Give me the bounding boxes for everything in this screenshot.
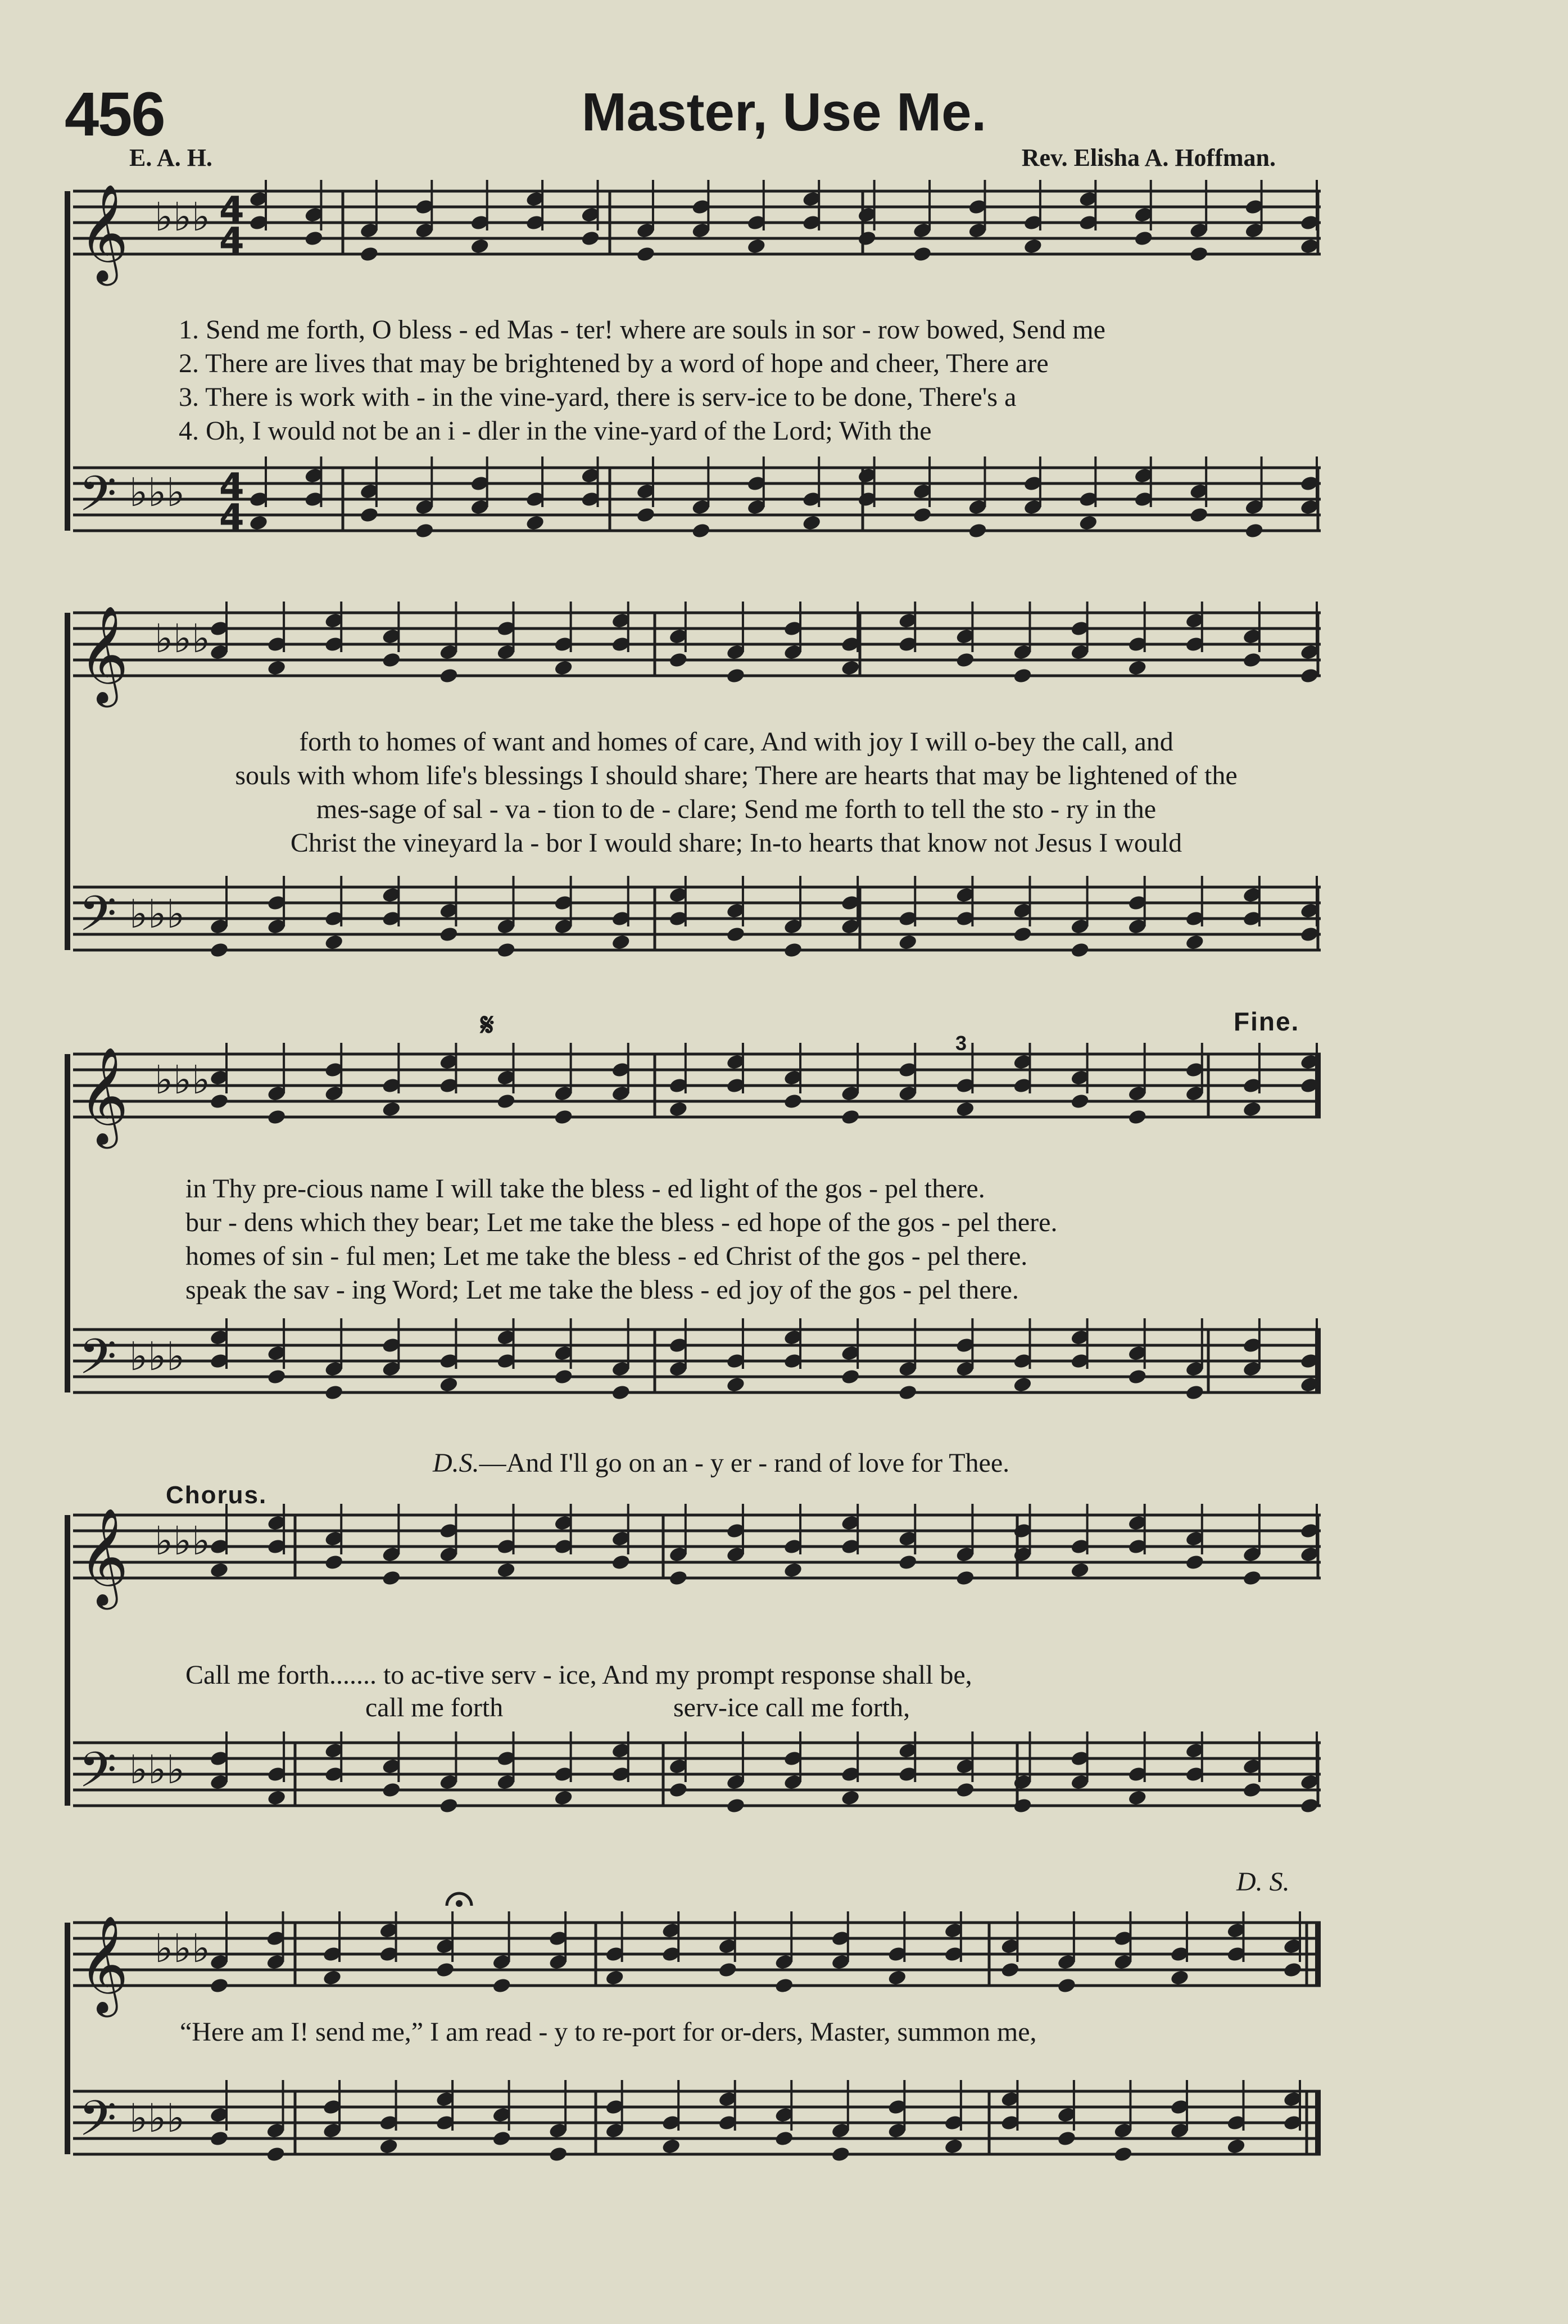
system-5-lyrics xyxy=(180,2015,1037,2049)
note-head xyxy=(1283,1961,1303,1979)
lyric-line: 3. There is work with - in the vine-yard, there is serv-ice to be done, There's a xyxy=(179,382,1017,412)
segno-mark: 𝄋 xyxy=(481,1007,496,1042)
ds-text: —And I'll go on an - y er - rand of love for Thee. xyxy=(479,1448,1010,1478)
note-head xyxy=(691,522,712,540)
note-head xyxy=(840,1368,860,1386)
svg-text:♭♭♭: ♭♭♭ xyxy=(155,194,211,240)
ds-mark: D. S. xyxy=(1236,1867,1290,1897)
note-head xyxy=(322,1969,342,1987)
svg-text:4: 4 xyxy=(219,466,244,508)
note-head xyxy=(554,659,574,677)
note-head xyxy=(801,514,822,532)
svg-text:♭♭♭: ♭♭♭ xyxy=(155,1925,211,1972)
note-head xyxy=(381,1570,401,1587)
note-head xyxy=(1078,514,1098,532)
note-head xyxy=(381,1782,401,1799)
note-head xyxy=(381,652,401,669)
svg-text:𝄢: 𝄢 xyxy=(79,1328,117,1397)
svg-text:4: 4 xyxy=(219,220,244,262)
note-head xyxy=(898,934,918,951)
note-head xyxy=(1244,522,1265,540)
svg-text:♭♭♭: ♭♭♭ xyxy=(129,891,185,937)
note-head xyxy=(492,1977,512,1995)
note-head xyxy=(1127,1368,1148,1386)
bass-clef-icon: 𝄢 xyxy=(79,465,117,534)
note-head xyxy=(439,1797,459,1815)
note-head xyxy=(898,1384,918,1401)
fine-mark: Fine. xyxy=(1234,1007,1300,1036)
svg-text:𝄢: 𝄢 xyxy=(79,2090,117,2159)
note-head xyxy=(525,514,545,532)
note-head xyxy=(209,942,229,959)
svg-text:𝄞: 𝄞 xyxy=(79,605,129,703)
lyric-line: speak the sav - ing Word; Let me take the bless - ed joy of the gos - pel there. xyxy=(185,1275,1019,1305)
note-head xyxy=(359,507,379,524)
note-head xyxy=(636,246,656,263)
ds-prefix: D.S. xyxy=(433,1448,479,1478)
note-head xyxy=(209,2130,229,2147)
lyric-line: in Thy pre-cious name I will take the bless - ed light of the gos - pel there. xyxy=(185,1174,985,1204)
svg-text:4: 4 xyxy=(219,497,244,539)
note-head xyxy=(887,1969,907,1987)
note-head xyxy=(1070,1093,1090,1110)
note-head xyxy=(554,1368,574,1386)
note-head xyxy=(718,1961,738,1979)
svg-text:♭♭♭: ♭♭♭ xyxy=(129,1333,185,1380)
note-head xyxy=(955,1570,976,1587)
note-head xyxy=(1134,230,1154,247)
note-head xyxy=(1242,1570,1262,1587)
note-head xyxy=(955,652,976,669)
note-head xyxy=(359,246,379,263)
note-head xyxy=(955,1782,976,1799)
lyric-line: 1. Send me forth, O bless - ed Mas - ter! where are souls in sor - row bowed, Send me xyxy=(179,315,1105,345)
note-head xyxy=(1057,2130,1077,2147)
note-head xyxy=(783,1562,803,1579)
note-head xyxy=(496,1093,516,1110)
note-head xyxy=(912,507,932,524)
note-head xyxy=(955,1101,976,1118)
note-head xyxy=(1013,1376,1033,1394)
note-head xyxy=(1185,1384,1205,1401)
note-head xyxy=(381,1101,401,1118)
note-head xyxy=(1189,246,1209,263)
note-head xyxy=(746,238,767,255)
note-head xyxy=(1127,1789,1148,1807)
chorus-label: Chorus. xyxy=(166,1481,268,1509)
svg-text:𝄞: 𝄞 xyxy=(79,1508,129,1606)
svg-text:𝄢: 𝄢 xyxy=(79,885,117,954)
lyric-line: mes-sage of sal - va - tion to de - clare; Send me forth to tell the sto - ry in the xyxy=(316,794,1157,824)
triplet-mark: 3 xyxy=(955,1032,968,1055)
svg-text:4: 4 xyxy=(219,189,244,231)
note-head xyxy=(840,1109,860,1126)
note-head xyxy=(414,522,434,540)
note-head xyxy=(1189,507,1209,524)
note-head xyxy=(266,659,287,677)
note-head xyxy=(1013,1797,1033,1815)
note-head xyxy=(661,2138,681,2155)
note-head xyxy=(611,1554,631,1571)
echo-text-2: serv-ice call me forth, xyxy=(673,1693,910,1722)
note-head xyxy=(774,1977,794,1995)
note-head xyxy=(726,926,746,943)
note-head xyxy=(266,2146,286,2163)
note-head xyxy=(898,1554,918,1571)
note-head xyxy=(636,507,656,524)
note-head xyxy=(1000,1961,1021,1979)
note-head xyxy=(1242,1101,1262,1118)
svg-text:♭♭♭: ♭♭♭ xyxy=(155,1518,211,1564)
note-head xyxy=(668,1570,688,1587)
note-head xyxy=(1226,2138,1247,2155)
treble-clef-icon: 𝄞 xyxy=(79,184,129,282)
note-head xyxy=(1185,1554,1205,1571)
note-head xyxy=(1013,926,1033,943)
note-head xyxy=(1185,934,1205,951)
svg-text:𝄞: 𝄞 xyxy=(79,1915,129,2013)
note-head xyxy=(1127,659,1148,677)
note-head xyxy=(209,1977,229,1995)
note-head xyxy=(1170,1969,1190,1987)
note-head xyxy=(435,1961,455,1979)
note-head xyxy=(379,2138,399,2155)
lyric-line: Christ the vineyard la - bor I would share; In-to hearts that know not Jesus I would xyxy=(290,828,1182,858)
note-head xyxy=(496,942,516,959)
note-head xyxy=(831,2146,851,2163)
note-head xyxy=(324,1384,344,1401)
words-author: E. A. H. xyxy=(129,144,212,171)
note-head xyxy=(209,1093,229,1110)
note-head xyxy=(1127,1109,1148,1126)
note-head xyxy=(840,1789,860,1807)
hymn-number: 456 xyxy=(65,80,165,149)
note-heads xyxy=(209,180,1320,2163)
note-head xyxy=(726,1797,746,1815)
note-head xyxy=(324,1554,344,1571)
svg-text:𝄞: 𝄞 xyxy=(79,1047,129,1145)
note-head xyxy=(439,1376,459,1394)
note-head xyxy=(554,1789,574,1807)
note-head xyxy=(912,246,932,263)
note-head xyxy=(857,230,877,247)
lyric-line: homes of sin - ful men; Let me take the bless - ed Christ of the gos - pel there. xyxy=(185,1241,1028,1271)
note-head xyxy=(248,514,269,532)
note-head xyxy=(1070,1562,1090,1579)
note-head xyxy=(548,2146,568,2163)
note-head xyxy=(324,934,344,951)
note-head xyxy=(726,667,746,685)
note-head xyxy=(783,942,803,959)
note-head xyxy=(209,1562,229,1579)
svg-text:♭♭♭: ♭♭♭ xyxy=(129,469,185,516)
note-head xyxy=(783,1093,803,1110)
note-head xyxy=(726,1376,746,1394)
note-head xyxy=(266,1368,287,1386)
note-head xyxy=(492,2130,512,2147)
lyric-line: bur - dens which they bear; Let me take the bless - ed hope of the gos - pel there. xyxy=(185,1208,1058,1237)
note-head xyxy=(1242,652,1262,669)
lyric-line: 4. Oh, I would not be an i - dler in the vine-yard of the Lord; With the xyxy=(179,416,932,446)
note-head xyxy=(605,1969,625,1987)
lyric-line: 2. There are lives that may be brightened by a word of hope and cheer, There are xyxy=(179,349,1049,378)
note-head xyxy=(668,1101,688,1118)
note-head xyxy=(470,238,490,255)
note-head xyxy=(1070,942,1090,959)
lyric-line: “Here am I! send me,” I am read - y to re-port for or-ders, Master, summon me, xyxy=(180,2017,1037,2047)
lyric-line: Call me forth....... to ac-tive serv - ice, And my prompt response shall be, xyxy=(185,1660,972,1690)
note-head xyxy=(774,2130,794,2147)
note-head xyxy=(1113,2146,1134,2163)
note-head xyxy=(581,230,601,247)
hymn-title: Master, Use Me. xyxy=(581,82,987,142)
ds-refrain-line xyxy=(433,1448,1009,1479)
lyric-line: souls with whom life's blessings I should share; There are hearts that may be lightened of the xyxy=(235,761,1238,790)
note-head xyxy=(1013,667,1033,685)
note-head xyxy=(1057,1977,1077,1995)
note-head xyxy=(266,1109,287,1126)
note-head xyxy=(439,926,459,943)
svg-text:♭♭♭: ♭♭♭ xyxy=(129,2095,185,2141)
lyric-line: forth to homes of want and homes of care, And with joy I will o-bey the call, and xyxy=(299,727,1173,757)
note-head xyxy=(1023,238,1043,255)
note-head xyxy=(439,667,459,685)
note-head xyxy=(304,230,324,247)
svg-text:♭♭♭: ♭♭♭ xyxy=(129,1747,185,1793)
system-3-lyrics xyxy=(185,1172,1057,1307)
note-head xyxy=(266,1789,287,1807)
note-head xyxy=(611,1384,631,1401)
note-head xyxy=(840,659,860,677)
system-4-lyrics xyxy=(185,1658,972,1692)
echo-text-1: call me forth xyxy=(365,1693,504,1722)
note-head xyxy=(668,652,688,669)
note-head xyxy=(668,1782,688,1799)
note-head xyxy=(1242,1782,1262,1799)
note-head xyxy=(968,522,988,540)
system-1-lyrics xyxy=(179,313,1105,448)
svg-text:♭♭♭: ♭♭♭ xyxy=(155,616,211,662)
note-head xyxy=(611,934,631,951)
svg-text:𝄢: 𝄢 xyxy=(79,1742,117,1810)
note-head xyxy=(944,2138,964,2155)
system-2-lyrics xyxy=(152,725,1321,860)
svg-text:♭♭♭: ♭♭♭ xyxy=(155,1057,211,1103)
music-author: Rev. Elisha A. Hoffman. xyxy=(1021,144,1276,171)
note-head xyxy=(496,1562,516,1579)
note-head xyxy=(554,1109,574,1126)
